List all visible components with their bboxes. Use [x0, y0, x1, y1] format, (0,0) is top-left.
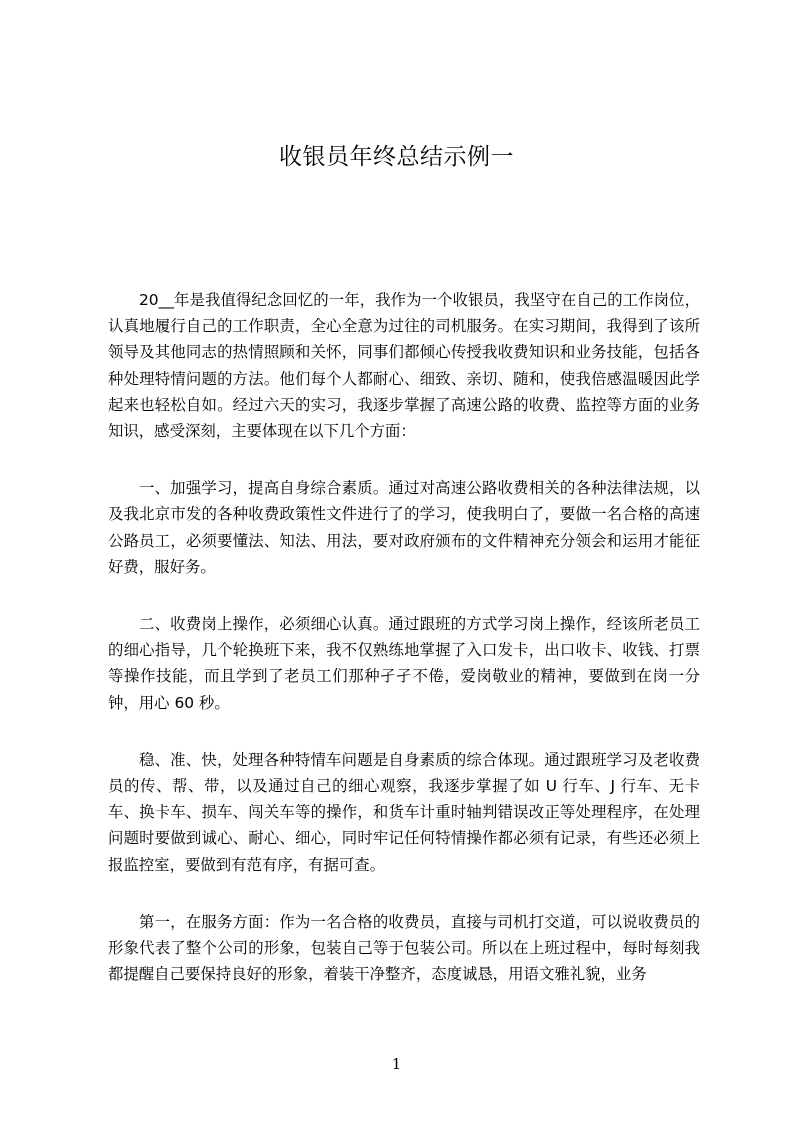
- paragraph-special-vehicles: 稳、准、快，处理各种特情车问题是自身素质的综合体现。通过跟班学习及老收费员的传、帮、带，以及通过自己的细心观察，我逐步掌握了如 U 行车、J 行车、无卡车、换卡车、损车、闯关车等的操作，和货车计重时轴判错误改正等处理程序，在处理问题时要做到诚心、耐心、细心，同时牢记任何特情操作都必须有记录，有些还必须上报监控室，要做到有范有序，有据可查。: [108, 750, 700, 874]
- document-title: 收银员年终总结示例一: [279, 144, 514, 170]
- page-number: 1: [391, 1055, 402, 1073]
- paragraph-intro: 20__年是我值得纪念回忆的一年，我作为一个收银员，我坚守在自己的工作岗位，认真地履行自己的工作职责，全心全意为过往的司机服务。在实习期间，我得到了该所领导及其他同志的热情照顾和关怀，同事们都倾心传授我收费知识和业务技能，包括各种处理特情问题的方法。他们每个人都耐心、细致、亲切、随和，使我倍感温暖因此学起来也轻松自如。经过六天的实习，我逐步掌握了高速公路的收费、监控等方面的业务知识，感受深刻，主要体现在以下几个方面：: [108, 291, 700, 441]
- paragraph-operation: 二、收费岗上操作，必须细心认真。通过跟班的方式学习岗上操作，经该所老员工的细心指导，几个轮换班下来，我不仅熟练地掌握了入口发卡，出口收卡、收钱、打票等操作技能，而且学到了老员工们那种孑孑不倦，爱岗敬业的精神，要做到在岗一分钟，用心 60 秒。: [108, 615, 700, 712]
- document-body: [108, 287, 700, 1018]
- paragraph-service: 第一，在服务方面：作为一名合格的收费员，直接与司机打交道，可以说收费员的形象代表了整个公司的形象，包装自己等于包装公司。所以在上班过程中，每时每刻我都提醒自己要保持良好的形象，着装干净整齐，态度诚恳，用语文雅礼貌，业务: [108, 912, 700, 984]
- paragraph-study: 一、加强学习，提高自身综合素质。通过对高速公路收费相关的各种法律法规，以及我北京市发的各种收费政策性文件进行了的学习，使我明白了，要做一名合格的高速公路员工，必须要懂法、知法、用法，要对政府颁布的文件精神充分领会和运用才能征好费，服好务。: [108, 479, 700, 576]
